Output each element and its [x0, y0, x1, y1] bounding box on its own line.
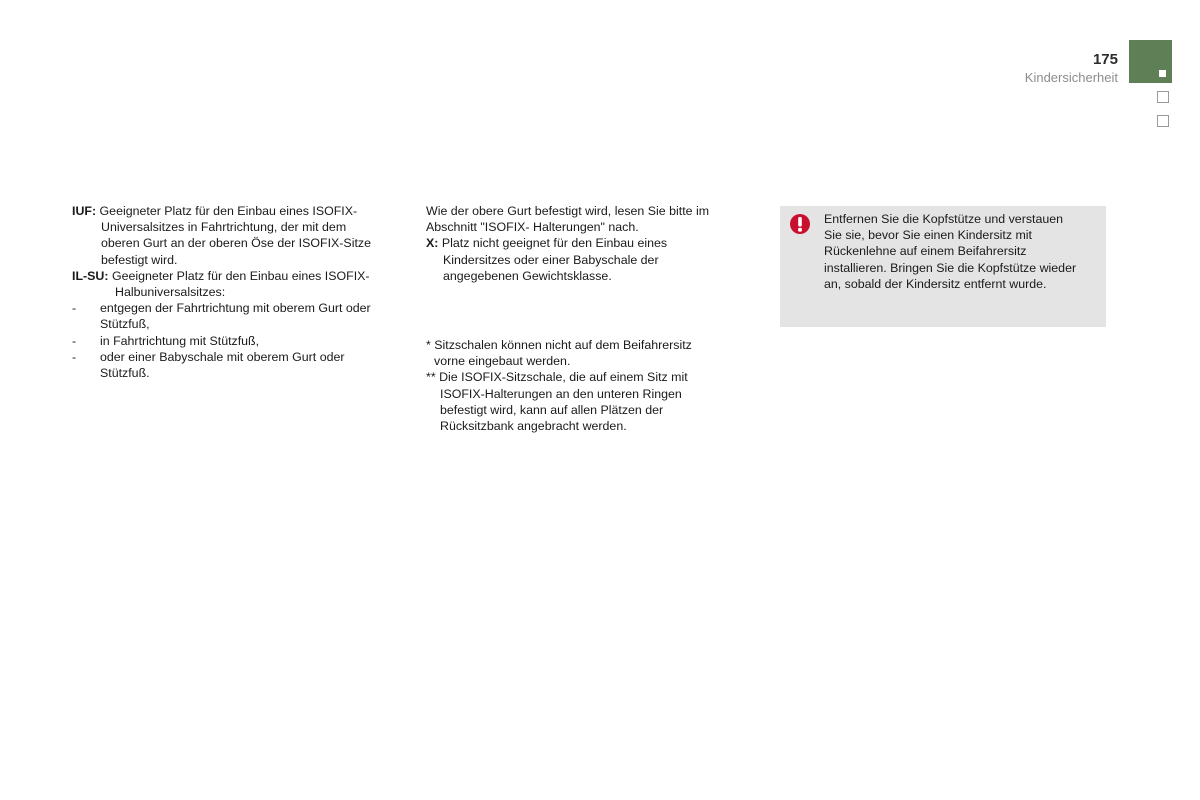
warning-text-line: installieren. Bringen Sie die Kopfstütze wieder	[824, 260, 1077, 275]
footnote-line: ISOFIX-Halterungen an den unteren Ringen	[440, 386, 682, 401]
x-text: Platz nicht geeignet für den Einbau eines	[441, 236, 668, 251]
list-item	[72, 349, 402, 381]
chapter-tab-icon	[1129, 40, 1172, 83]
ilsu-definition	[72, 268, 402, 284]
footnote-line: Rücksitzbank angebracht werden.	[440, 419, 627, 434]
iuf-text-line: befestigt wird.	[101, 252, 178, 267]
chapter-title: Kindersicherheit	[1024, 70, 1118, 85]
list-item-text: entgegen der Fahrtrichtung mit oberem Gurt oder	[100, 301, 371, 316]
warning-icon-bar	[798, 217, 802, 227]
list-item-text: in Fahrtrichtung mit Stützfuß,	[100, 333, 260, 348]
chapter-tab-marker	[1159, 70, 1166, 77]
footnote-line: befestigt wird, kann auf allen Plätzen der	[440, 402, 664, 417]
chapter-tab-square-icon	[1157, 115, 1169, 127]
x-term: X:	[426, 236, 439, 251]
iuf-term: IUF:	[72, 204, 97, 218]
bullet-dash: -	[72, 301, 77, 316]
list-item	[72, 300, 402, 332]
warning-text	[824, 211, 1096, 292]
page-number: 175	[1092, 51, 1118, 68]
ilsu-text-line: Halbuniversalsitzes:	[115, 285, 226, 300]
intro-text-line: Wie der obere Gurt befestigt wird, lesen Sie bitte im	[426, 204, 710, 218]
iuf-text: Geeigneter Platz für den Einbau eines ISOFIX-	[99, 204, 358, 218]
x-text-line: Kindersitzes oder einer Babyschale der	[443, 252, 659, 267]
bullet-dash: -	[72, 349, 77, 364]
x-definition	[426, 235, 746, 251]
list-item-text: Stützfuß,	[100, 317, 150, 332]
list-item	[72, 333, 402, 349]
iuf-text-line: oberen Gurt an der oberen Öse der ISOFIX-Sitze	[101, 236, 371, 251]
chapter-tab-square-icon	[1157, 91, 1169, 103]
ilsu-term: IL-SU:	[72, 268, 109, 283]
footnote-line: vorne eingebaut werden.	[434, 354, 571, 369]
list-item-text: oder einer Babyschale mit oberem Gurt oder	[100, 349, 345, 364]
warning-text-line: Rückenlehne auf einem Beifahrersitz	[824, 244, 1027, 259]
footnotes	[426, 337, 746, 434]
list-item-text: Stützfuß.	[100, 366, 150, 381]
warning-text-line: Sie sie, bevor Sie einen Kindersitz mit	[824, 228, 1032, 243]
iuf-definition	[72, 203, 402, 219]
footnote-line: ** Die ISOFIX-Sitzschale, die auf einem Sitz mit	[426, 370, 688, 385]
footnote-line: * Sitzschalen können nicht auf dem Beifahrersitz	[426, 338, 692, 352]
warning-text-line: an, sobald der Kindersitz entfernt wurde.	[824, 276, 1047, 291]
intro-text-line: Abschnitt "ISOFIX- Halterungen" nach.	[426, 220, 639, 235]
column-1	[72, 203, 402, 381]
warning-text-line: Entfernen Sie die Kopfstütze und verstauen	[824, 212, 1064, 226]
warning-icon-dot	[798, 228, 802, 232]
ilsu-text: Geeigneter Platz für den Einbau eines ISOFIX-	[111, 268, 370, 283]
warning-exclamation-icon	[790, 214, 810, 234]
column-2	[426, 203, 746, 284]
x-text-line: angegebenen Gewichtsklasse.	[443, 268, 612, 283]
iuf-text-line: Universalsitzes in Fahrtrichtung, der mit dem	[101, 220, 347, 235]
bullet-dash: -	[72, 333, 77, 348]
